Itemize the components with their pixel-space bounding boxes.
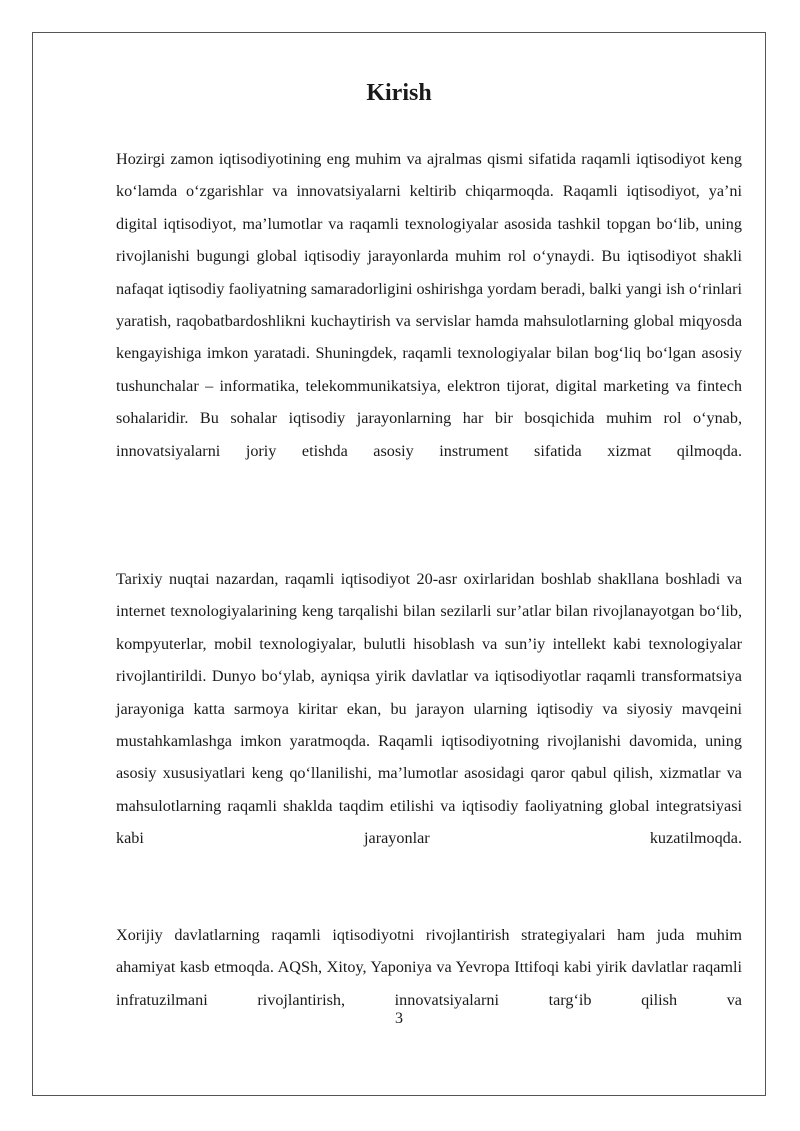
page-number: 3 <box>395 1010 403 1027</box>
document-page <box>32 32 766 1096</box>
page-title: Kirish <box>366 80 432 106</box>
paragraph-foreign-strategies: Xorijiy davlatlarning raqamli iqtisodiyotni rivojlantirish strategiyalari ham juda muhim ahamiyat kasb etmoqda. AQSh, Xitoy, Yaponiya va Yevropa Ittifoqi kabi yirik davlatlar raqamli infratuzilmani rivojlantirish, innovatsiyalarni targ‘ib qilish va <box>116 926 742 1009</box>
paragraph-history: Tarixiy nuqtai nazardan, raqamli iqtisodiyot 20-asr oxirlaridan boshlab shakllana boshladi va internet texnologiyalarining keng tarqalishi bilan sezilarli sur’atlar bilan rivojlanayotgan bo‘lib, kompyuterlar, mobil texnologiyalar, bulutli hisoblash va sun’iy intellekt kabi texnologiyalar rivojlantirildi. Dunyo bo‘ylab, ayniqsa yirik davlatlar va iqtisodiyotlar raqamli transformatsiya jarayoniga katta sarmoya kiritar ekan, bu jarayon ularning iqtisodiy va siyosiy mavqeini mustahkamlashga imkon yaratmoqda. Raqamli iqtisodiyotning rivojlanishi davomida, uning asosiy xususiyatlari keng qo‘llanilishi, ma’lumotlar asosidagi qaror qabul qilish, xizmatlar va mahsulotlarning raqamli shaklda taqdim etilishi va iqtisodiy faoliyatning global integratsiyasi kabi jarayonlar kuzatilmoqda. <box>116 570 742 848</box>
paragraph-intro: Hozirgi zamon iqtisodiyotining eng muhim va ajralmas qismi sifatida raqamli iqtisodiyot keng ko‘lamda o‘zgarishlar va innovatsiyalarni keltirib chiqarmoqda. Raqamli iqtisodiyot, ya’ni digital iqtisodiyot, ma’lumotlar va raqamli texnologiyalar asosida tashkil topgan bo‘lib, uning rivojlanishi bugungi global iqtisodiy jarayonlarda muhim rol o‘ynaydi. Bu iqtisodiyot shakli nafaqat iqtisodiy faoliyatning samaradorligini oshirishga yordam beradi, balki yangi ish o‘rinlari yaratish, raqobatbardoshlikni kuchaytirish va servislar hamda mahsulotlarning global miqyosda kengayishiga imkon yaratadi. Shuningdek, raqamli texnologiyalar bilan bog‘liq bo‘lgan asosiy tushunchalar – informatika, telekommunikatsiya, elektron tijorat, digital marketing va fintech sohalaridir. Bu sohalar iqtisodiy jarayonlarning har bir bosqichida muhim rol o‘ynab, innovatsiyalarni joriy etishda asosiy instrument sifatida xizmat qilmoqda. <box>116 150 742 460</box>
